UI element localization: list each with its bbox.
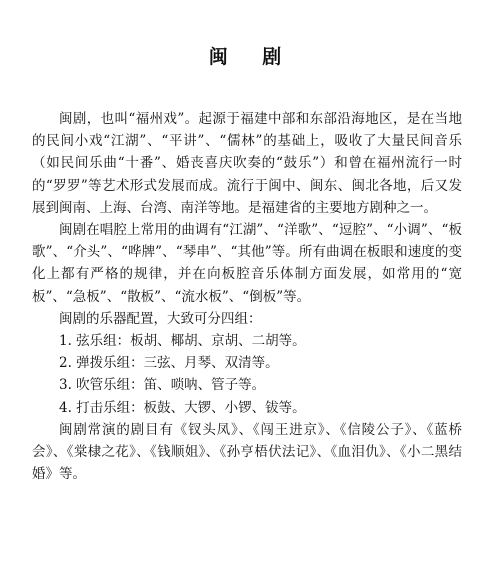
- list-item-winds: 3. 吹管乐组：笛、唢呐、管子等。: [59, 377, 266, 394]
- list-item-plucked: 2. 弹拨乐组：三弦、月琴、双清等。: [59, 355, 279, 372]
- list-item-percussion: 4. 打击乐组：板鼓、大锣、小锣、钹等。: [59, 399, 306, 416]
- article-body: [32, 108, 462, 485]
- paragraph-instruments-intro: 闽剧的乐器配置，大致可分四组：: [59, 310, 262, 327]
- paragraph-repertoire: 闽剧常演的剧目有《钗头凤》、《闯王进京》、《信陵公子》、《蓝桥会》、《棠棣之花》、《钱顺姐》、《孙亨梧伏法记》、《血泪仇》、《小二黑结婚》等。: [32, 421, 462, 483]
- page-title: 闽 剧: [208, 46, 296, 68]
- paragraph-origin: 闽剧，也叫“福州戏”。起源于福建中部和东部沿海地区，是在当地的民间小戏“江湖”、“平讲”、“儒林”的基础上，吸收了大量民间音乐（如民间乐曲“十番”、婚丧喜庆吹奏的“鼓乐”）和曾在福州流行一时的“罗罗”等艺术形式发展而成。流行于闽中、闽东、闽北各地，后又发展到闽南、上海、台湾、南洋等地。是福建省的主要地方剧种之一。: [32, 111, 462, 216]
- list-item-strings: 1. 弦乐组：板胡、椰胡、京胡、二胡等。: [59, 333, 306, 350]
- paragraph-melodies: 闽剧在唱腔上常用的曲调有“江湖”、“洋歌”、“逗腔”、“小调”、“板歌”、“介头”、“哗牌”、“琴串”、“其他”等。所有曲调在板眼和速度的变化上都有严格的规律，并在向板腔音乐体制方面发展，如常用的“宽板”、“急板”、“散板”、“流水板”、“倒板”等。: [32, 222, 462, 305]
- instrument-group-list: [32, 330, 462, 419]
